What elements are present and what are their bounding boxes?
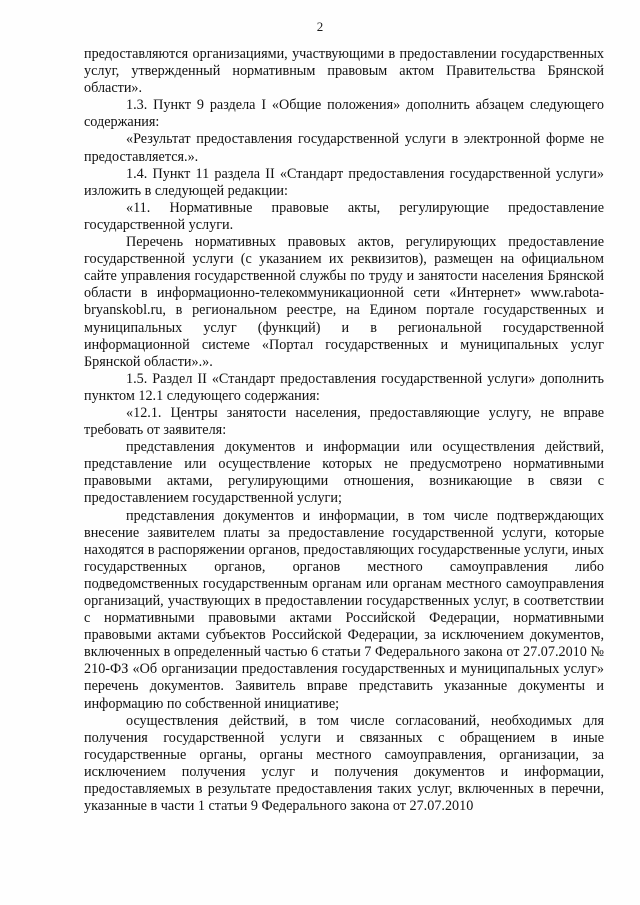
paragraph: 1.4. Пункт 11 раздела II «Стандарт предоставления государственной услуги» изложить в следующей редакции: bbox=[84, 165, 604, 199]
paragraph: представления документов и информации, в том числе подтверждающих внесение заявителем платы за предоставление государственной услуги, которые находятся в распоряжении органов, предоставляющих государственные услуги, иных государственных органов, органов местного самоуправления либо подведомственных государственным органам или органам местного самоуправления организаций, участвующих в предоставлении государственных услуг, в соответствии с нормативными правовыми актами Российской Федерации, нормативными правовыми актами субъектов Российской Федерации, за исключением документов, включенных в определенный частью 6 статьи 7 Федерального закона от 27.07.2010 № 210-ФЗ «Об организации предоставления государственных и муниципальных услуг» перечень документов. Заявитель вправе представить указанные документы и информацию по собственной инициативе; bbox=[84, 507, 604, 712]
paragraph: «11. Нормативные правовые акты, регулирующие предоставление государственной услуги. bbox=[84, 199, 604, 233]
document-body bbox=[84, 46, 604, 815]
paragraph: 1.5. Раздел II «Стандарт предоставления государственной услуги» дополнить пунктом 12.1 следующего содержания: bbox=[84, 370, 604, 404]
paragraph: «12.1. Центры занятости населения, предоставляющие услугу, не вправе требовать от заявителя: bbox=[84, 404, 604, 439]
paragraph-continued: осуществления действий, в том числе согласований, необходимых для получения государственной услуги и связанных с обращением в иные государственные органы, органы местного самоуправления, организации, за исключением получения услуг и получения документов и информации, предоставляемых в результате предоставления таких услуг, включенных в перечни, указанные в части 1 статьи 9 Федерального закона от 27.07.2010 bbox=[84, 712, 604, 815]
page-number: 2 bbox=[316, 19, 324, 34]
paragraph: Перечень нормативных правовых актов, регулирующих предоставление государственной услуги (с указанием их реквизитов), размещен на официальном сайте управления государственной службы по труду и занятости населения Брянской области в информационно-телекоммуникационной сети «Интернет» www.rabota-bryanskobl.ru, в региональном реестре, на Едином портале государственных и муниципальных услуг (функций) и в региональной государственной информационной системе «Портал государственных и муниципальных услуг Брянской области».». bbox=[84, 234, 604, 370]
paragraph: предоставляются организациями, участвующими в предоставлении государственных услуг, утвержденный нормативным правовым актом Правительства Брянской области». bbox=[84, 46, 604, 97]
paragraph: представления документов и информации или осуществления действий, представление или осуществление которых не предусмотрено нормативными правовыми актами, регулирующими отношения, возникающие в связи с предоставлением государственной услуги; bbox=[84, 439, 604, 507]
paragraph: «Результат предоставления государственной услуги в электронной форме не предоставляется.». bbox=[84, 131, 604, 165]
paragraph: 1.3. Пункт 9 раздела I «Общие положения» дополнить абзацем следующего содержания: bbox=[84, 97, 604, 131]
